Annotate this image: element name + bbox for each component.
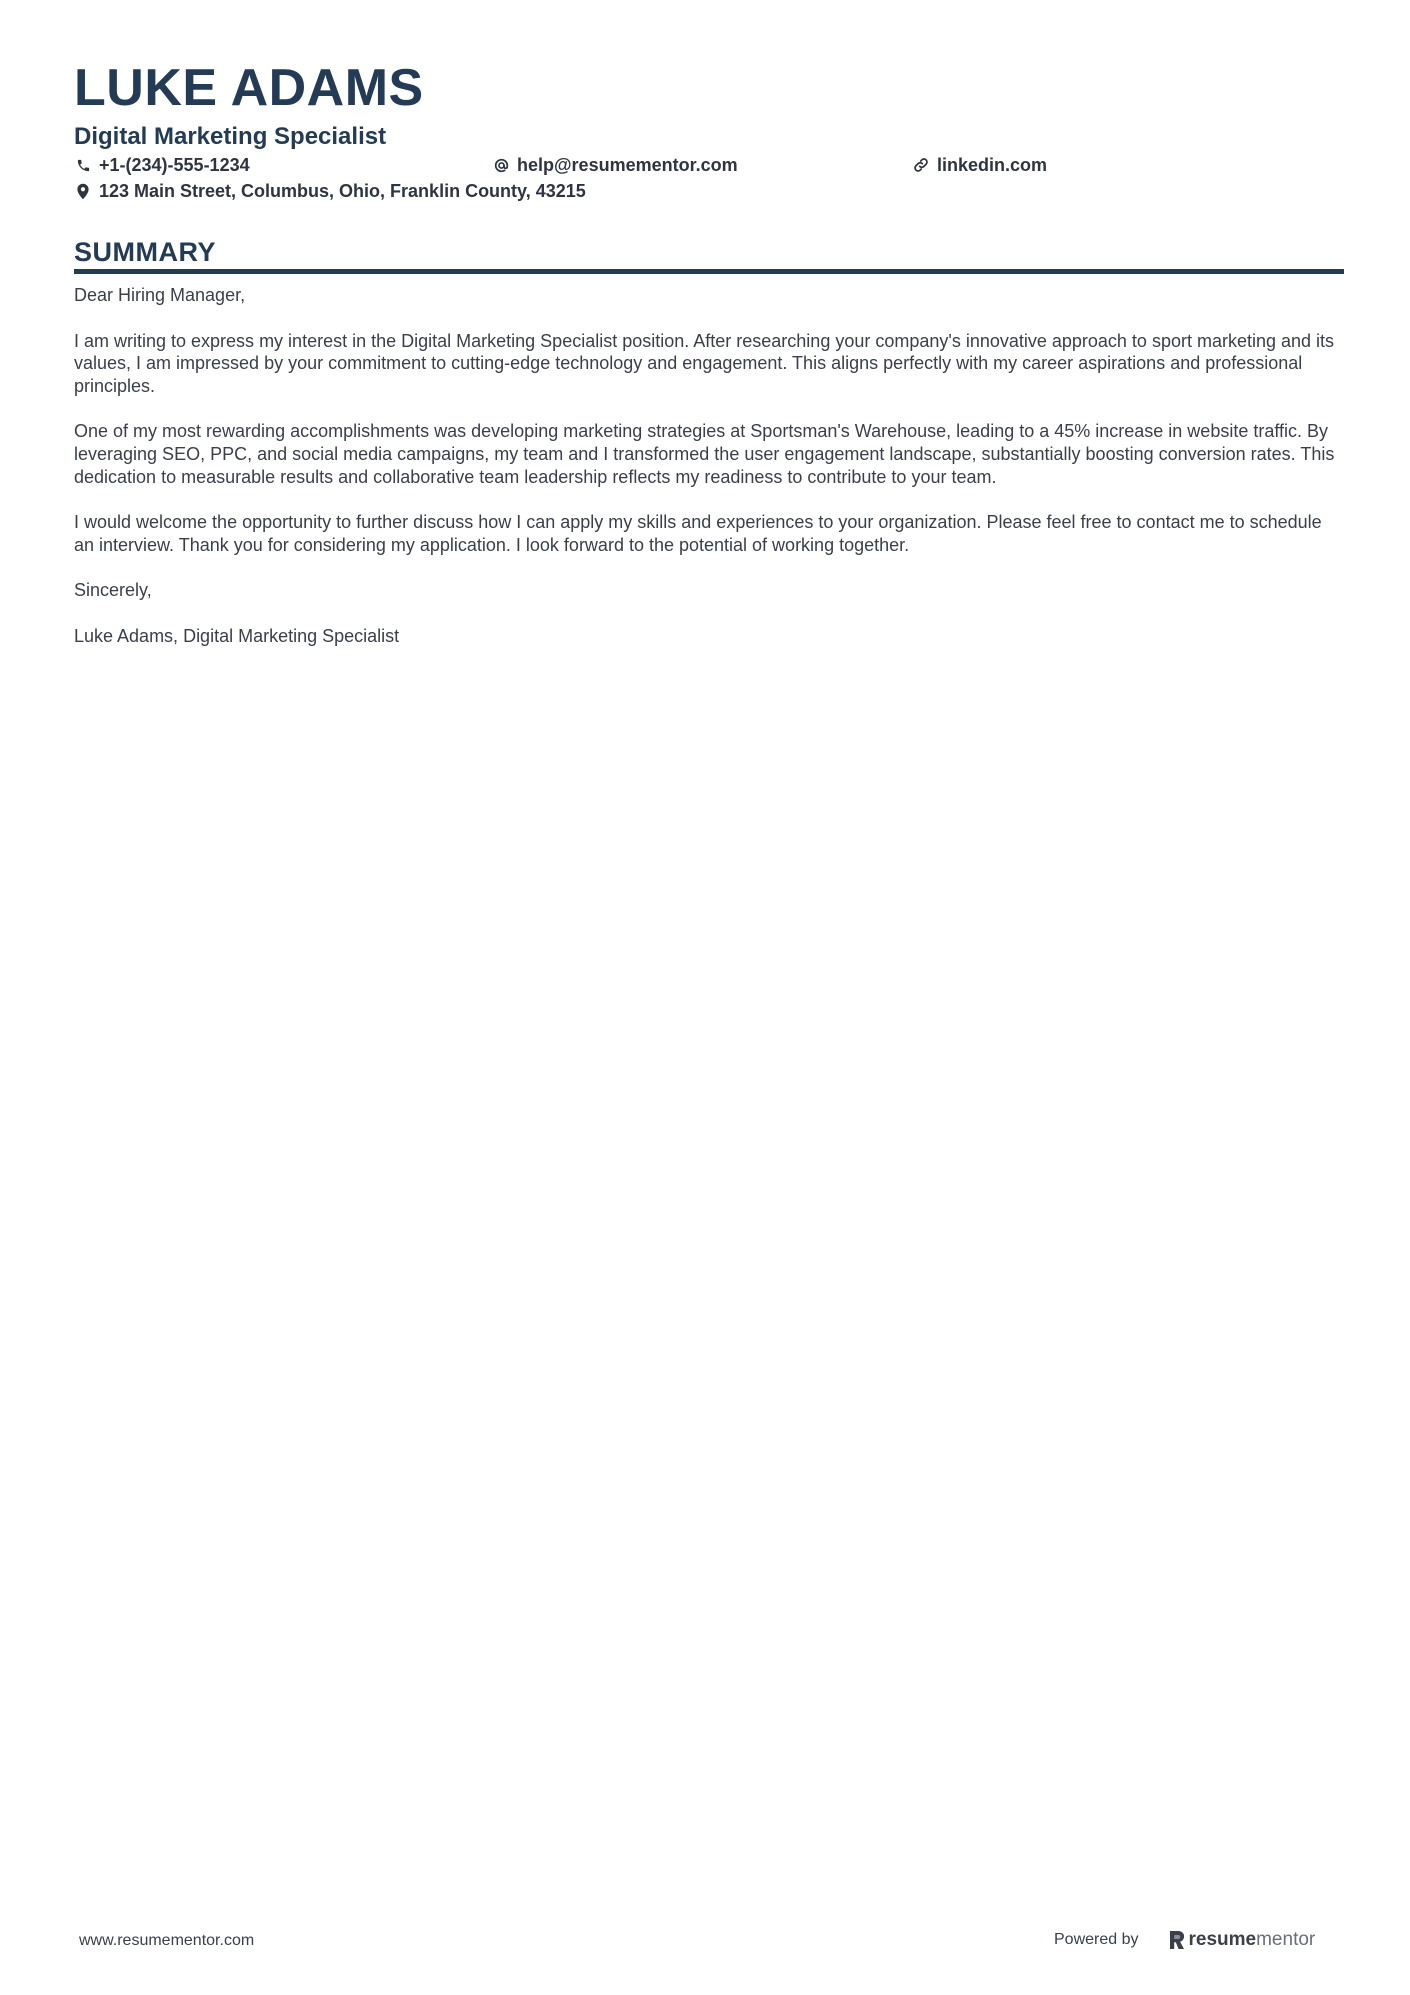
email-text: help@resumementor.com bbox=[517, 155, 738, 175]
brand-name-light: mentor bbox=[1256, 1929, 1316, 1950]
section-divider bbox=[74, 269, 1344, 274]
phone-icon bbox=[74, 156, 92, 174]
brand-logo bbox=[1169, 1929, 1316, 1951]
closing: Sincerely, bbox=[74, 580, 152, 601]
signature: Luke Adams, Digital Marketing Specialist bbox=[74, 625, 400, 646]
contact-row-primary bbox=[74, 152, 1344, 178]
body-paragraph: I am writing to express my interest in the Digital Marketing Specialist position. After researching your company's innovative approach to sport marketing and its values, I am impressed by your commitment to cutting-edge technology and engagement. This aligns perfectly with my career aspirations and professional principles. bbox=[74, 330, 1335, 396]
brand-name-bold: resume bbox=[1188, 1929, 1257, 1950]
cover-letter-page bbox=[74, 56, 1344, 671]
greeting: Dear Hiring Manager, bbox=[74, 285, 246, 305]
contact-phone bbox=[74, 152, 250, 178]
link-text: linkedin.com bbox=[937, 155, 1048, 175]
letter-body bbox=[74, 284, 1344, 648]
location-pin-icon bbox=[74, 182, 92, 200]
body-paragraph: One of my most rewarding accomplishments was developing marketing strategies at Sportsman's Warehouse, leading to a 45% increase in website traffic. By leveraging SEO, PPC, and social media campaigns, my team and I transformed the user engagement landscape, substantially boosting conversion rates. This dedication to measurable results and collaborative team leadership reflects my readiness to contribute to your team. bbox=[74, 421, 1335, 487]
contact-email[interactable] bbox=[492, 152, 738, 178]
footer-branding bbox=[1054, 1926, 1315, 1954]
footer-website[interactable]: www.resumementor.com bbox=[79, 1932, 255, 1949]
resumementor-logo-icon bbox=[1169, 1930, 1185, 1950]
phone-text: +1-(234)-555-1234 bbox=[99, 155, 250, 175]
candidate-name: LUKE ADAMS bbox=[74, 59, 424, 117]
address-text: 123 Main Street, Columbus, Ohio, Franklin County, 43215 bbox=[99, 181, 586, 201]
link-icon bbox=[912, 156, 930, 174]
body-paragraph: I would welcome the opportunity to further discuss how I can apply my skills and experiences to your organization. Please feel free to contact me to schedule an interview. Thank you for considering my application. I look forward to the potential of working together. bbox=[74, 512, 1322, 555]
at-sign-icon bbox=[492, 156, 510, 174]
contact-row-address bbox=[74, 178, 1344, 204]
candidate-title: Digital Marketing Specialist bbox=[74, 123, 387, 150]
powered-by-label: Powered by bbox=[1054, 1931, 1139, 1948]
contact-address bbox=[74, 178, 586, 204]
contact-link[interactable] bbox=[912, 152, 1047, 178]
summary-heading: SUMMARY bbox=[74, 237, 216, 267]
